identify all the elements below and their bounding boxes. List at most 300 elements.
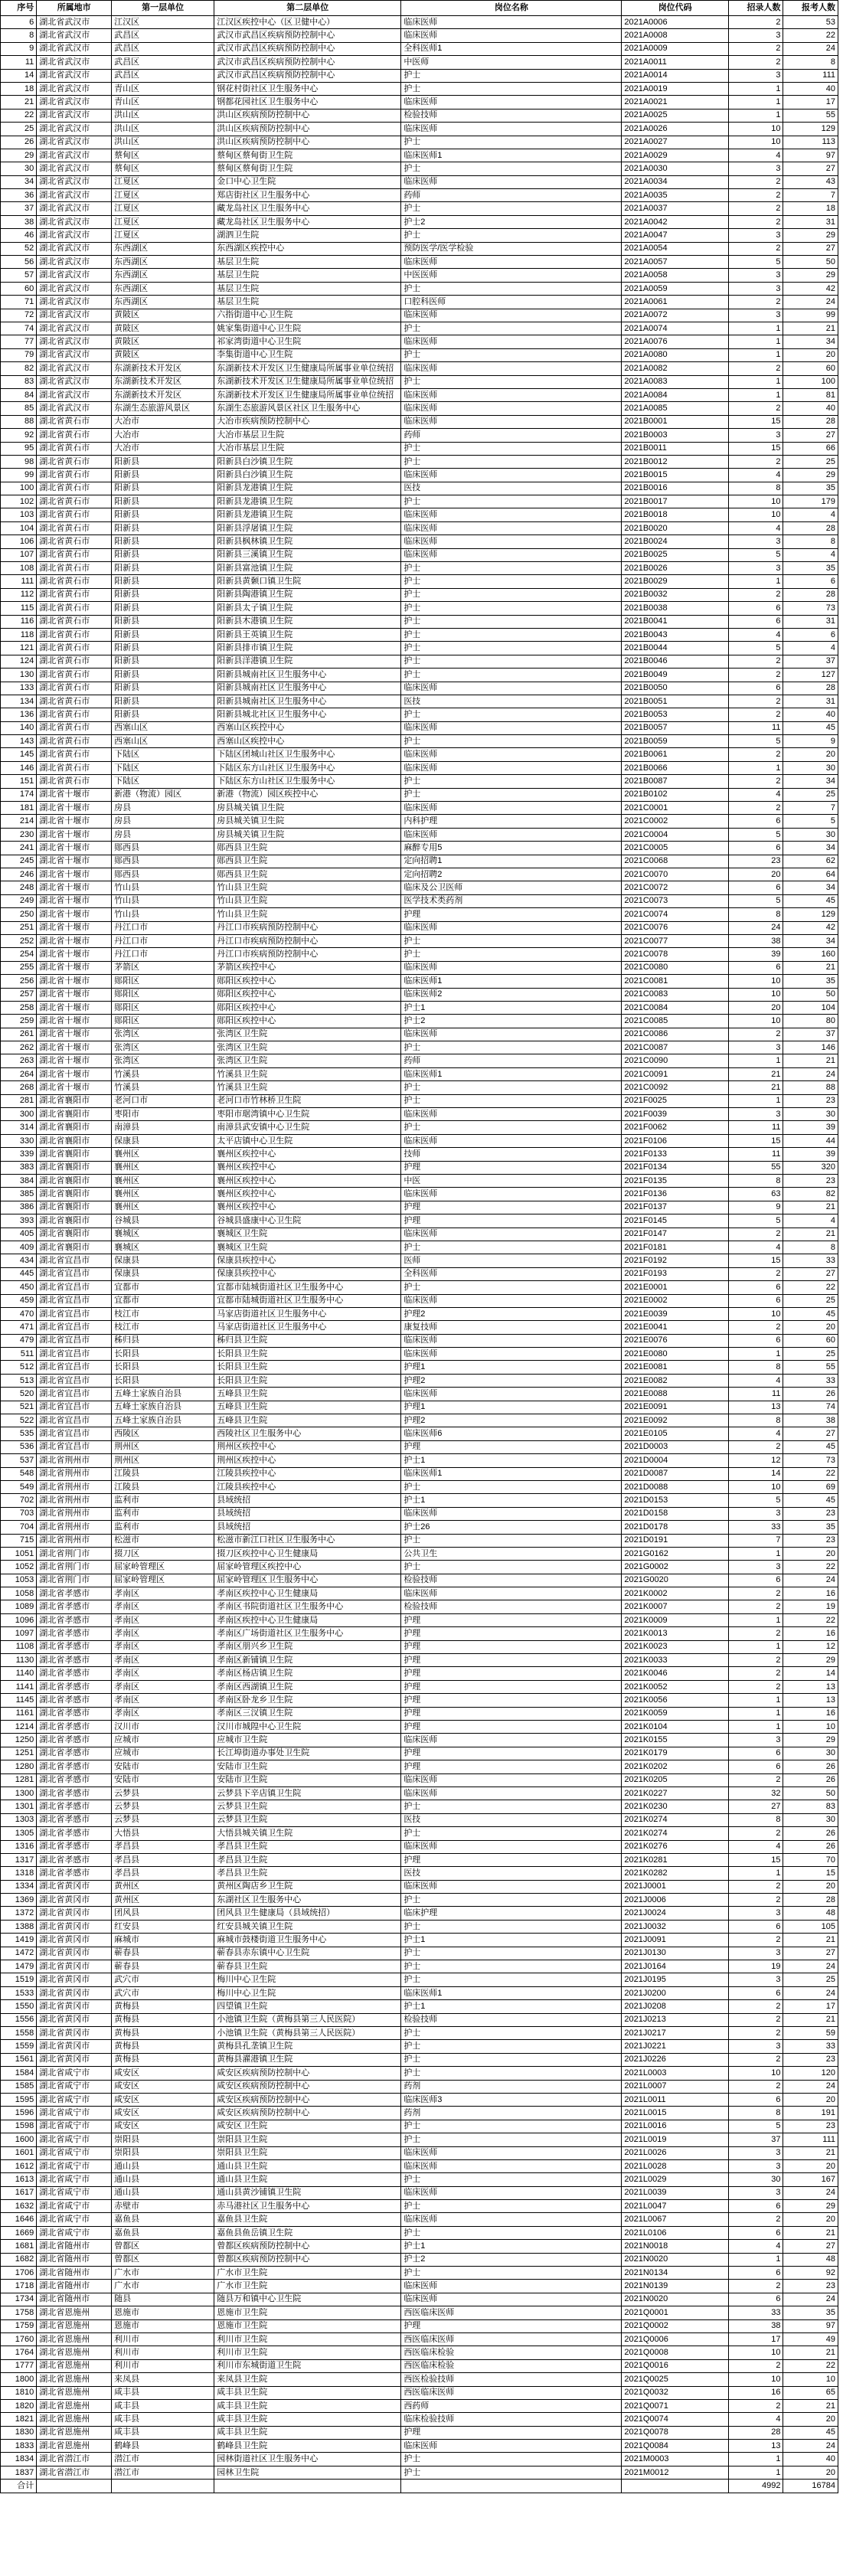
cell-applicants: 50: [783, 988, 838, 1001]
cell-applicants: 31: [783, 215, 838, 228]
cell-no: 88: [1, 415, 37, 428]
cell-recruit: 6: [729, 2200, 783, 2213]
cell-code: 2021E0081: [622, 1361, 729, 1374]
cell-code: 2021B0029: [622, 575, 729, 588]
cell-applicants: 35: [783, 562, 838, 575]
cell-level1: 襄州区: [112, 1174, 214, 1187]
cell-code: 2021E0001: [622, 1281, 729, 1294]
cell-post: 护理: [401, 2426, 622, 2439]
cell-post: 护士: [401, 948, 622, 961]
cell-applicants: 31: [783, 615, 838, 628]
cell-code: 2021J0006: [622, 1894, 729, 1907]
cell-level1: 潜江市: [112, 2453, 214, 2466]
cell-post: 检验技师: [401, 2013, 622, 2026]
cell-post: 护士1: [401, 2240, 622, 2253]
cell-level2: 荆州区疾控中心: [214, 1454, 401, 1467]
cell-level2: 咸安区疾病预防控制中心: [214, 2107, 401, 2120]
cell-no: 57: [1, 269, 37, 282]
cell-applicants: 29: [783, 1654, 838, 1667]
cell-post: 临床医师: [401, 1773, 622, 1787]
cell-code: 2021A0011: [622, 56, 729, 69]
cell-level1: 襄州区: [112, 1148, 214, 1161]
table-row: [1, 16, 838, 29]
cell-applicants: 37: [783, 655, 838, 668]
cell-post: 护士: [401, 669, 622, 682]
cell-code: 2021E0041: [622, 1321, 729, 1334]
cell-no: 1617: [1, 2186, 37, 2199]
cell-city: 湖北省孝感市: [37, 1587, 112, 1600]
cell-level1: 云梦县: [112, 1800, 214, 1813]
cell-city: 湖北省十堰市: [37, 828, 112, 841]
cell-post: 临床医师: [401, 388, 622, 401]
cell-level1: 广水市: [112, 2267, 214, 2280]
table-row: [1, 1800, 838, 1813]
cell-city: 湖北省荆门市: [37, 1574, 112, 1587]
cell-recruit: 23: [729, 855, 783, 868]
cell-applicants: 7: [783, 802, 838, 815]
cell-city: 湖北省武汉市: [37, 296, 112, 309]
cell-recruit: 6: [729, 615, 783, 628]
cell-applicants: 26: [783, 1773, 838, 1787]
cell-code: 2021K0282: [622, 1867, 729, 1880]
cell-recruit: 2: [729, 775, 783, 788]
cell-applicants: 27: [783, 242, 838, 255]
cell-no: 409: [1, 1241, 37, 1254]
cell-recruit: 3: [729, 1507, 783, 1520]
cell-level1: 麻城市: [112, 1934, 214, 1947]
cell-recruit: 2: [729, 1600, 783, 1613]
cell-applicants: 55: [783, 1361, 838, 1374]
cell-recruit: 5: [729, 735, 783, 748]
cell-no: 1305: [1, 1827, 37, 1840]
cell-no: 548: [1, 1467, 37, 1480]
table-row: [1, 2080, 838, 2093]
cell-level2: 县域统招: [214, 1521, 401, 1534]
cell-level2: 咸丰县卫生院: [214, 2426, 401, 2439]
cell-recruit: 2: [729, 2399, 783, 2412]
table-row: [1, 1986, 838, 1999]
cell-no: 74: [1, 322, 37, 335]
cell-no: 1096: [1, 1613, 37, 1626]
table-row: [1, 1734, 838, 1747]
table-row: [1, 2226, 838, 2239]
cell-recruit: 10: [729, 1307, 783, 1320]
cell-level1: 枝江市: [112, 1321, 214, 1334]
cell-level1: 广水市: [112, 2280, 214, 2293]
table-row: [1, 1494, 838, 1507]
cell-no: 1519: [1, 1973, 37, 1986]
cell-level1: 利川市: [112, 2359, 214, 2372]
cell-level2: 园林卫生院: [214, 2466, 401, 2479]
cell-recruit: 6: [729, 682, 783, 695]
cell-level2: 梅川中心卫生院: [214, 1986, 401, 1999]
table-row: [1, 1867, 838, 1880]
cell-post: 定向招聘1: [401, 855, 622, 868]
table-row: [1, 1161, 838, 1174]
cell-level1: 下陆区: [112, 761, 214, 774]
cell-no: 263: [1, 1054, 37, 1067]
table-row: [1, 322, 838, 335]
cell-recruit: 2: [729, 1267, 783, 1280]
cell-applicants: 23: [783, 1174, 838, 1187]
cell-level2: 张湾区卫生院: [214, 1041, 401, 1054]
cell-city: 湖北省孝感市: [37, 1787, 112, 1800]
cell-code: 2021K0009: [622, 1613, 729, 1626]
cell-code: 2021B0046: [622, 655, 729, 668]
cell-level2: 保康县疾控中心: [214, 1267, 401, 1280]
cell-applicants: 105: [783, 1920, 838, 1933]
cell-city: 湖北省黄石市: [37, 588, 112, 601]
cell-level1: 咸安区: [112, 2067, 214, 2080]
cell-level2: 茅箭区疾控中心: [214, 961, 401, 974]
cell-no: 37: [1, 202, 37, 215]
cell-no: 92: [1, 429, 37, 442]
cell-code: 2021D0003: [622, 1440, 729, 1453]
cell-level2: 崇阳县卫生院: [214, 2146, 401, 2159]
cell-code: 2021G0162: [622, 1547, 729, 1560]
cell-post: 护理: [401, 1680, 622, 1693]
table-row: [1, 1640, 838, 1653]
cell-applicants: 27: [783, 1427, 838, 1440]
cell-applicants: 111: [783, 69, 838, 82]
cell-post: 护士: [401, 69, 622, 82]
cell-level2: 武汉市武昌区疾病预防控制中心: [214, 69, 401, 82]
table-row: [1, 1388, 838, 1401]
cell-city: 湖北省武汉市: [37, 69, 112, 82]
cell-post: 临床医师: [401, 2159, 622, 2172]
cell-code: 2021B0057: [622, 721, 729, 734]
table-row: [1, 2346, 838, 2359]
cell-applicants: 27: [783, 162, 838, 175]
cell-no: 479: [1, 1334, 37, 1347]
cell-level2: 咸安区卫生院: [214, 2120, 401, 2133]
cell-level2: 郑店街社区卫生服务中心: [214, 189, 401, 202]
cell-code: 2021L0029: [622, 2173, 729, 2186]
cell-code: 2021A0019: [622, 82, 729, 95]
cell-applicants: 25: [783, 788, 838, 801]
table-row: [1, 229, 838, 242]
cell-no: 8: [1, 29, 37, 42]
cell-level2: 阳新县富池镇卫生院: [214, 562, 401, 575]
cell-level1: 武昌区: [112, 29, 214, 42]
cell-no: 300: [1, 1108, 37, 1121]
table-row: [1, 1467, 838, 1480]
table-row: [1, 2359, 838, 2372]
cell-code: 2021Q0002: [622, 2319, 729, 2332]
cell-no: 102: [1, 495, 37, 508]
cell-no: 1834: [1, 2453, 37, 2466]
cell-post: 护士: [401, 1561, 622, 1574]
cell-applicants: 83: [783, 1800, 838, 1813]
cell-level2: 梅川中心卫生院: [214, 1973, 401, 1986]
cell-post: 药师: [401, 429, 622, 442]
cell-post: 临床医师: [401, 1507, 622, 1520]
cell-city: 湖北省孝感市: [37, 1734, 112, 1747]
cell-post: 护士: [401, 735, 622, 748]
cell-code: 2021A0021: [622, 96, 729, 109]
cell-applicants: 25: [783, 1348, 838, 1361]
cell-applicants: 12: [783, 1640, 838, 1653]
cell-no: 1718: [1, 2280, 37, 2293]
cell-recruit: 4: [729, 2413, 783, 2426]
table-row: [1, 1440, 838, 1453]
cell-recruit: 2: [729, 1627, 783, 1640]
cell-no: 95: [1, 442, 37, 455]
table-row: [1, 2267, 838, 2280]
cell-level1: 武昌区: [112, 56, 214, 69]
cell-code: 2021E0039: [622, 1307, 729, 1320]
cell-recruit: 3: [729, 535, 783, 548]
cell-level1: 东西湖区: [112, 242, 214, 255]
cell-level1: 阳新县: [112, 682, 214, 695]
table-row: [1, 748, 838, 761]
cell-city: 湖北省武汉市: [37, 136, 112, 149]
cell-city: 湖北省恩施州: [37, 2426, 112, 2439]
cell-applicants: 21: [783, 2346, 838, 2359]
cell-code: 2021J0164: [622, 1960, 729, 1973]
cell-level2: 钢都花园社区卫生服务中心: [214, 96, 401, 109]
cell-level2: 荆州区疾控中心: [214, 1440, 401, 1453]
cell-recruit: 3: [729, 269, 783, 282]
cell-recruit: 11: [729, 1388, 783, 1401]
table-row: [1, 961, 838, 974]
table-row: [1, 628, 838, 641]
cell-recruit: 17: [729, 2332, 783, 2346]
cell-post: 临床医师: [401, 309, 622, 322]
cell-level1: 团风县: [112, 1907, 214, 1920]
cell-applicants: 23: [783, 1534, 838, 1547]
cell-level1: 黄陂区: [112, 335, 214, 348]
cell-city: 湖北省十堰市: [37, 961, 112, 974]
table-row: [1, 802, 838, 815]
cell-no: 1419: [1, 1934, 37, 1947]
cell-recruit: 8: [729, 1361, 783, 1374]
table-row: [1, 469, 838, 482]
cell-level2: 郧西县卫生院: [214, 868, 401, 881]
cell-no: 248: [1, 881, 37, 894]
cell-no: 330: [1, 1134, 37, 1147]
cell-code: 2021B0018: [622, 508, 729, 521]
cell-level1: 襄州区: [112, 1188, 214, 1201]
cell-post: 临床医师: [401, 1294, 622, 1307]
cell-recruit: 6: [729, 1334, 783, 1347]
cell-city: 湖北省襄阳市: [37, 1201, 112, 1214]
cell-city: 湖北省咸宁市: [37, 2080, 112, 2093]
cell-no: 1601: [1, 2146, 37, 2159]
cell-no: 214: [1, 815, 37, 828]
cell-level1: 监利市: [112, 1521, 214, 1534]
header-cell-recruit: 招录人数: [729, 1, 783, 16]
table-row: [1, 1241, 838, 1254]
table-row: [1, 2280, 838, 2293]
cell-no: 1558: [1, 2026, 37, 2039]
cell-city: 湖北省武汉市: [37, 56, 112, 69]
cell-level1: 东湖新技术开发区: [112, 375, 214, 388]
cell-city: 湖北省恩施州: [37, 2413, 112, 2426]
cell-applicants: 73: [783, 602, 838, 615]
cell-post: 护士: [401, 82, 622, 95]
cell-post: 护士: [401, 655, 622, 668]
cell-level1: 阳新县: [112, 602, 214, 615]
cell-applicants: 25: [783, 455, 838, 468]
table-row: [1, 96, 838, 109]
cell-applicants: 65: [783, 2386, 838, 2399]
cell-code: 2021F0147: [622, 1228, 729, 1241]
cell-applicants: 20: [783, 2213, 838, 2226]
cell-applicants: 50: [783, 256, 838, 269]
cell-level1: 蔡甸区: [112, 162, 214, 175]
cell-no: 99: [1, 469, 37, 482]
cell-city: 湖北省恩施州: [37, 2373, 112, 2386]
cell-level1: 云梦县: [112, 1787, 214, 1800]
cell-recruit: 6: [729, 2267, 783, 2280]
cell-recruit: 2: [729, 1680, 783, 1693]
cell-level2: 长阳县卫生院: [214, 1348, 401, 1361]
cell-post: 护士: [401, 1800, 622, 1813]
cell-code: 2021B0026: [622, 562, 729, 575]
cell-level1: 监利市: [112, 1507, 214, 1520]
table-row: [1, 2319, 838, 2332]
cell-level1: 屈家岭管理区: [112, 1561, 214, 1574]
cell-code: 2021A0008: [622, 29, 729, 42]
cell-post: 临床医师: [401, 415, 622, 428]
cell-post: 护士1: [401, 1001, 622, 1014]
cell-code: 2021Q0071: [622, 2399, 729, 2412]
cell-code: 2021A0084: [622, 388, 729, 401]
cell-applicants: 100: [783, 375, 838, 388]
cell-level2: 长阳县卫生院: [214, 1361, 401, 1374]
table-row: [1, 948, 838, 961]
cell-recruit: 2: [729, 588, 783, 601]
cell-applicants: 20: [783, 748, 838, 761]
cell-city: 湖北省荆州市: [37, 1480, 112, 1493]
table-row: [1, 1054, 838, 1067]
cell-recruit: 2: [729, 56, 783, 69]
table-row: [1, 894, 838, 907]
cell-applicants: 8: [783, 535, 838, 548]
cell-code: 2021K0155: [622, 1734, 729, 1747]
cell-post: 临床医师: [401, 1348, 622, 1361]
cell-applicants: 66: [783, 442, 838, 455]
cell-no: 1837: [1, 2466, 37, 2479]
table-row: [1, 521, 838, 534]
cell-applicants: 35: [783, 2306, 838, 2319]
cell-level1: 丹江口市: [112, 934, 214, 947]
cell-city: 湖北省黄石市: [37, 721, 112, 734]
cell-level2: 阳新县王英镇卫生院: [214, 628, 401, 641]
cell-code: 2021B0087: [622, 775, 729, 788]
cell-post: 护理: [401, 908, 622, 921]
cell-city: 湖北省宜昌市: [37, 1294, 112, 1307]
cell-code: 2021K0281: [622, 1853, 729, 1866]
cell-post: 护理2: [401, 1374, 622, 1387]
table-row: [1, 2240, 838, 2253]
cell-code: 2021K0013: [622, 1627, 729, 1640]
cell-no: 535: [1, 1427, 37, 1440]
cell-post: 临床医师: [401, 2280, 622, 2293]
table-row: [1, 175, 838, 188]
cell-level2: 麻城市鼓楼街道卫生服务中心: [214, 1934, 401, 1947]
cell-code: 2021A0083: [622, 375, 729, 388]
cell-level2: 孝南区书院街道社区卫生服务中心: [214, 1600, 401, 1613]
table-row: [1, 2107, 838, 2120]
table-row: [1, 2466, 838, 2479]
cell-recruit: 20: [729, 868, 783, 881]
cell-no: 25: [1, 123, 37, 136]
cell-code: 2021E0080: [622, 1348, 729, 1361]
cell-city: 湖北省武汉市: [37, 16, 112, 29]
table-row: [1, 2306, 838, 2319]
cell-city: 湖北省黄冈市: [37, 2013, 112, 2026]
cell-level2: 江汉区疾控中心（区卫健中心）: [214, 16, 401, 29]
cell-code: 2021B0024: [622, 535, 729, 548]
cell-code: 2021K0033: [622, 1654, 729, 1667]
cell-code: 2021J0217: [622, 2026, 729, 2039]
table-row: [1, 1414, 838, 1427]
cell-recruit: 33: [729, 1521, 783, 1534]
cell-no: 1303: [1, 1813, 37, 1826]
cell-level2: 太平店镇中心卫生院: [214, 1134, 401, 1147]
cell-no: 98: [1, 455, 37, 468]
cell-code: 2021F0192: [622, 1254, 729, 1267]
cell-applicants: 320: [783, 1161, 838, 1174]
cell-code: 2021D0004: [622, 1454, 729, 1467]
cell-level1: 鹤峰县: [112, 2440, 214, 2453]
cell-post: 临床护理: [401, 1907, 622, 1920]
cell-level2: 小池镇卫生院（黄梅县第三人民医院）: [214, 2013, 401, 2026]
cell-code: 2021B0051: [622, 695, 729, 708]
table-row: [1, 2120, 838, 2133]
cell-level1: 郧西县: [112, 842, 214, 855]
cell-code: 2021F0145: [622, 1214, 729, 1228]
table-row: [1, 189, 838, 202]
cell-applicants: 29: [783, 269, 838, 282]
cell-recruit: 5: [729, 828, 783, 841]
cell-recruit: 2: [729, 2280, 783, 2293]
cell-level2: 利川市卫生院: [214, 2332, 401, 2346]
cell-post: 临床医师: [401, 548, 622, 561]
cell-applicants: 21: [783, 2146, 838, 2159]
cell-applicants: 48: [783, 1907, 838, 1920]
cell-no: 521: [1, 1401, 37, 1414]
cell-level2: 大冶市疾病预防控制中心: [214, 415, 401, 428]
cell-level1: 孝南区: [112, 1587, 214, 1600]
cell-level1: 保康县: [112, 1134, 214, 1147]
cell-recruit: 1: [729, 1721, 783, 1734]
table-row: [1, 1321, 838, 1334]
cell-level2: 松滋市新江口社区卫生服务中心: [214, 1534, 401, 1547]
cell-level1: 东西湖区: [112, 282, 214, 295]
cell-level1: 阳新县: [112, 615, 214, 628]
cell-level1: 阳新县: [112, 521, 214, 534]
cell-code: 2021A0027: [622, 136, 729, 149]
cell-no: 230: [1, 828, 37, 841]
table-row: [1, 1480, 838, 1493]
cell-no: 1301: [1, 1800, 37, 1813]
cell-code: 2021L0028: [622, 2159, 729, 2172]
cell-no: 250: [1, 908, 37, 921]
cell-code: 2021B0020: [622, 521, 729, 534]
cell-code: 2021A0047: [622, 229, 729, 242]
cell-city: 湖北省武汉市: [37, 96, 112, 109]
cell-recruit: 15: [729, 415, 783, 428]
cell-post: 护士: [401, 2200, 622, 2213]
cell-recruit: 13: [729, 1401, 783, 1414]
cell-level1: 大冶市: [112, 415, 214, 428]
cell-city: 湖北省黄石市: [37, 455, 112, 468]
cell-recruit: 30: [729, 2173, 783, 2186]
cell-level2: 通山县黄沙铺镇卫生院: [214, 2186, 401, 2199]
